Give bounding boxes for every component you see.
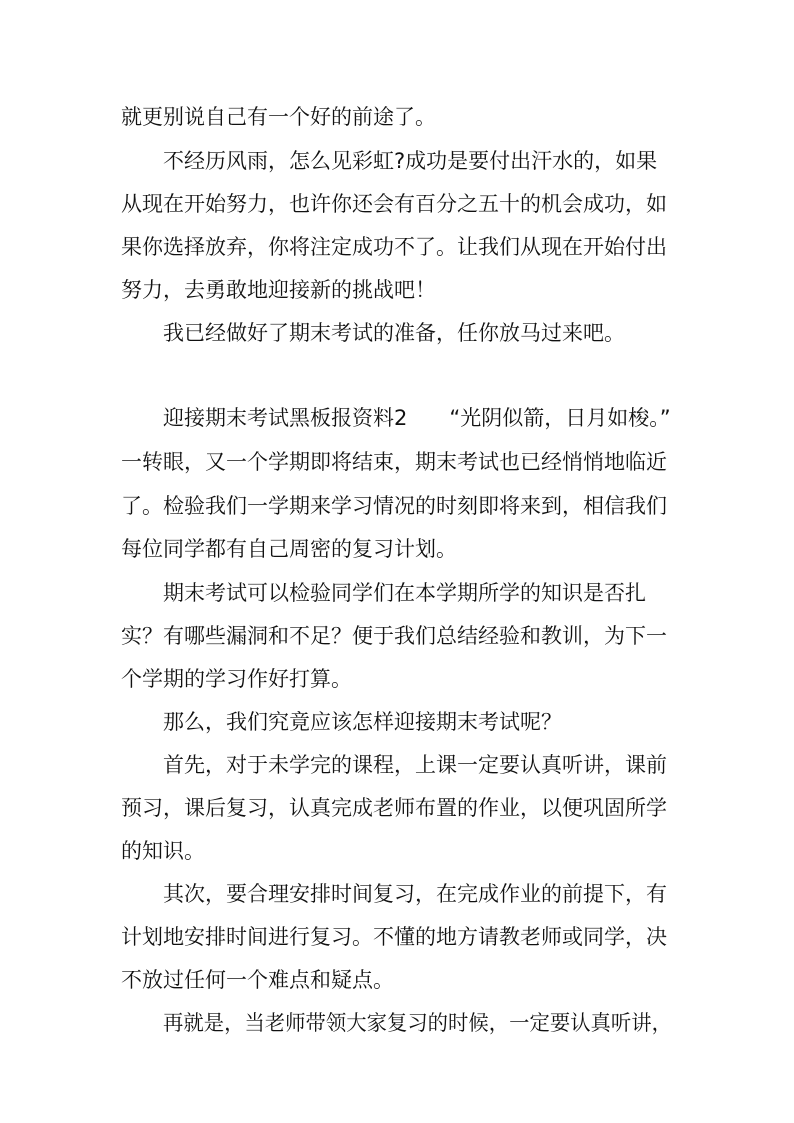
text-line: 不放过任何一个难点和疑点。 [121,968,394,992]
text-line: 每位同学都有自己周密的复习计划。 [121,537,457,561]
text-line: 从现在开始努力，也许你还会有百分之五十的机会成功，如 [121,192,667,216]
text-line: 再就是，当老师带领大家复习的时候，一定要认真听讲， [163,1011,672,1035]
text-line: 预习，课后复习，认真完成老师布置的作业，以便巩固所学 [121,796,667,820]
text-line: 了。检验我们一学期来学习情况的时刻即将来到，相信我们 [121,494,667,518]
text-line: 就更别说自己有一个好的前途了。 [121,105,436,129]
text-line: 不经历风雨，怎么见彩虹?成功是要付出汗水的，如果 [163,149,658,173]
section-heading-line: 迎接期末考试黑板报资料2 “光阴似箭，日月如梭。” [163,406,671,430]
text-line: 实？有哪些漏洞和不足？便于我们总结经验和教训，为下一 [121,624,667,648]
text-line: 我已经做好了期末考试的准备，任你放马过来吧。 [163,321,625,345]
text-line: 的知识。 [121,839,205,863]
text-line: 其次，要合理安排时间复习，在完成作业的前提下，有 [163,882,667,906]
text-line: 计划地安排时间进行复习。不懂的地方请教老师或同学，决 [121,925,667,949]
text-line: 个学期的学习作好打算。 [121,667,352,691]
text-line: 努力，去勇敢地迎接新的挑战吧！ [121,278,436,302]
text-line: 期末考试可以检验同学们在本学期所学的知识是否扎 [163,581,646,605]
text-line: 首先，对于未学完的课程，上课一定要认真听讲，课前 [163,753,667,777]
text-line: 那么，我们究竟应该怎样迎接期末考试呢？ [163,710,562,734]
text-line: 果你选择放弃，你将注定成功不了。让我们从现在开始付出 [121,235,667,259]
text-line: 一转眼，又一个学期即将结束，期末考试也已经悄悄地临近 [121,450,667,474]
